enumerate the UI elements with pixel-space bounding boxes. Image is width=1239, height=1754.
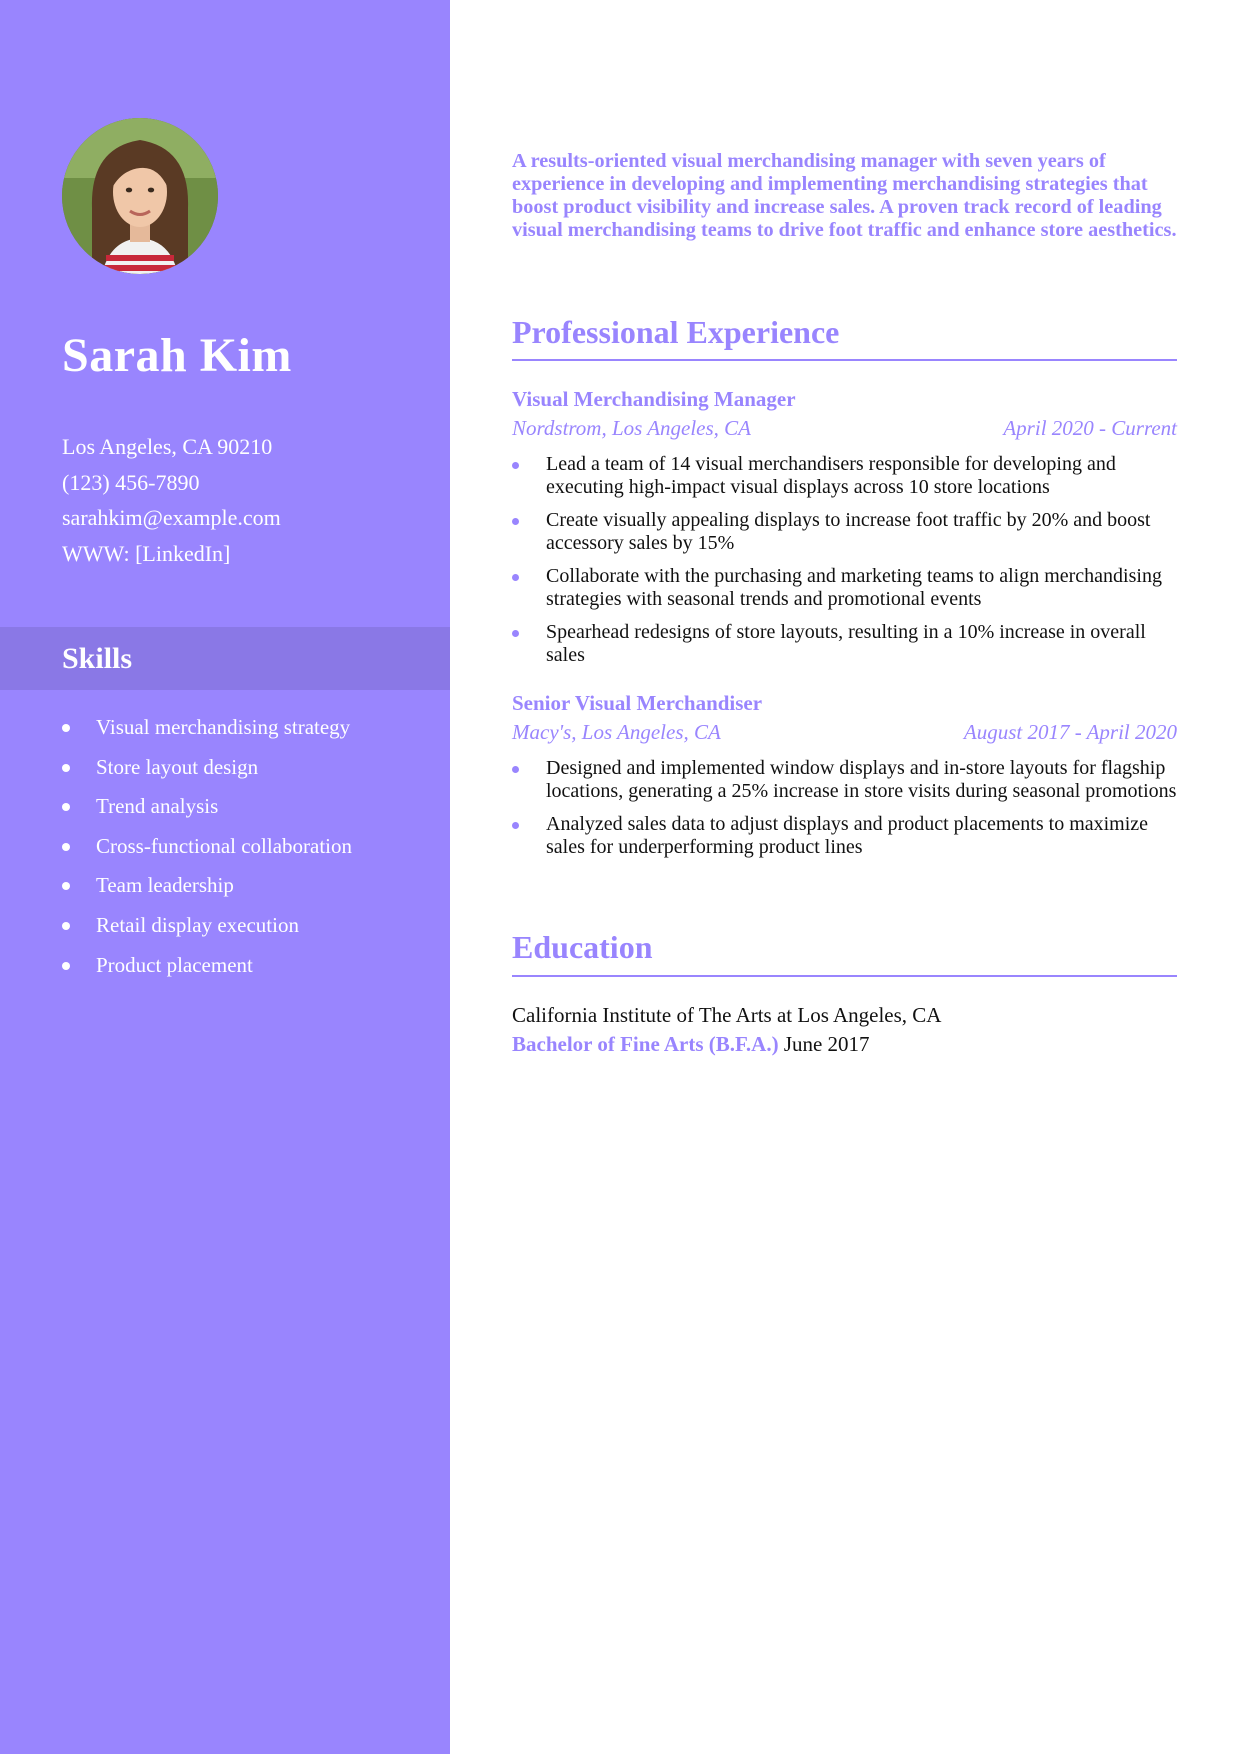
skills-list: [62, 712, 352, 989]
job-company: Macy's, Los Angeles, CA: [512, 720, 721, 744]
job-meta: [512, 720, 1177, 745]
contact-address: Los Angeles, CA 90210: [62, 434, 273, 459]
job-dates: August 2017 - April 2020: [963, 720, 1177, 744]
avatar: [62, 118, 218, 274]
list-item: Lead a team of 14 visual merchandisers responsible for developing and executing high-impact visual displays across 10 store locations: [512, 453, 1177, 499]
job-bullets: [512, 453, 1177, 677]
bullet-icon: [62, 962, 70, 970]
skill-item: Cross-functional collaboration: [62, 831, 352, 871]
bullet-icon: [62, 843, 70, 851]
bullet-icon: [512, 822, 519, 829]
education-degree-line: [512, 1032, 870, 1057]
education-school: California Institute of The Arts at Los Angeles, CA: [512, 1003, 942, 1027]
skill-item: Team leadership: [62, 870, 352, 910]
job-title: Senior Visual Merchandiser: [512, 691, 763, 715]
job-dates: April 2020 - Current: [1003, 416, 1177, 440]
bullet-icon: [62, 724, 70, 732]
contact-info: [62, 432, 281, 574]
list-item: Spearhead redesigns of store layouts, resulting in a 10% increase in overall sales: [512, 621, 1177, 667]
education-date: June 2017: [783, 1032, 870, 1056]
bullet-icon: [512, 630, 519, 637]
contact-website[interactable]: WWW: [LinkedIn]: [62, 540, 231, 566]
professional-summary: A results-oriented visual merchandising manager with seven years of experience in developing and implementing merchandising strategies that boost product visibility and increase sales. A proven track record of leading visual merchandising teams to drive foot traffic and enhance store aesthetics.: [512, 150, 1177, 241]
bullet-icon: [512, 574, 519, 581]
list-item: Collaborate with the purchasing and marketing teams to align merchandising strategies with seasonal trends and promotional events: [512, 565, 1177, 611]
skill-item: Retail display execution: [62, 910, 352, 950]
bullet-icon: [512, 766, 519, 773]
contact-email[interactable]: sarahkim@example.com: [62, 505, 281, 530]
experience-divider: [512, 359, 1177, 361]
list-item: Designed and implemented window displays and in-store layouts for flagship locations, generating a 25% increase in store visits during seasonal promotions: [512, 757, 1177, 803]
candidate-name: Sarah Kim: [62, 329, 292, 382]
education-section-title: Education: [512, 929, 653, 965]
profile-photo: [62, 118, 218, 274]
skill-item: Product placement: [62, 950, 352, 990]
job-meta: [512, 416, 1177, 441]
list-item: Create visually appealing displays to increase foot traffic by 20% and boost accessory sales by 15%: [512, 509, 1177, 555]
skills-title: Skills: [62, 642, 133, 675]
bullet-icon: [62, 764, 70, 772]
experience-section-title: Professional Experience: [512, 314, 840, 350]
bullet-icon: [62, 882, 70, 890]
list-item: Analyzed sales data to adjust displays and product placements to maximize sales for underperforming product lines: [512, 813, 1177, 859]
skill-item: Trend analysis: [62, 791, 352, 831]
bullet-icon: [62, 922, 70, 930]
job-bullets: [512, 757, 1177, 869]
skill-item: Store layout design: [62, 752, 352, 792]
education-divider: [512, 975, 1177, 977]
bullet-icon: [512, 518, 519, 525]
skill-item: Visual merchandising strategy: [62, 712, 352, 752]
bullet-icon: [62, 803, 70, 811]
contact-phone: (123) 456-7890: [62, 469, 200, 495]
job-company: Nordstrom, Los Angeles, CA: [512, 416, 751, 440]
bullet-icon: [512, 462, 519, 469]
education-degree: Bachelor of Fine Arts (B.F.A.): [512, 1032, 779, 1056]
job-title: Visual Merchandising Manager: [512, 387, 796, 411]
